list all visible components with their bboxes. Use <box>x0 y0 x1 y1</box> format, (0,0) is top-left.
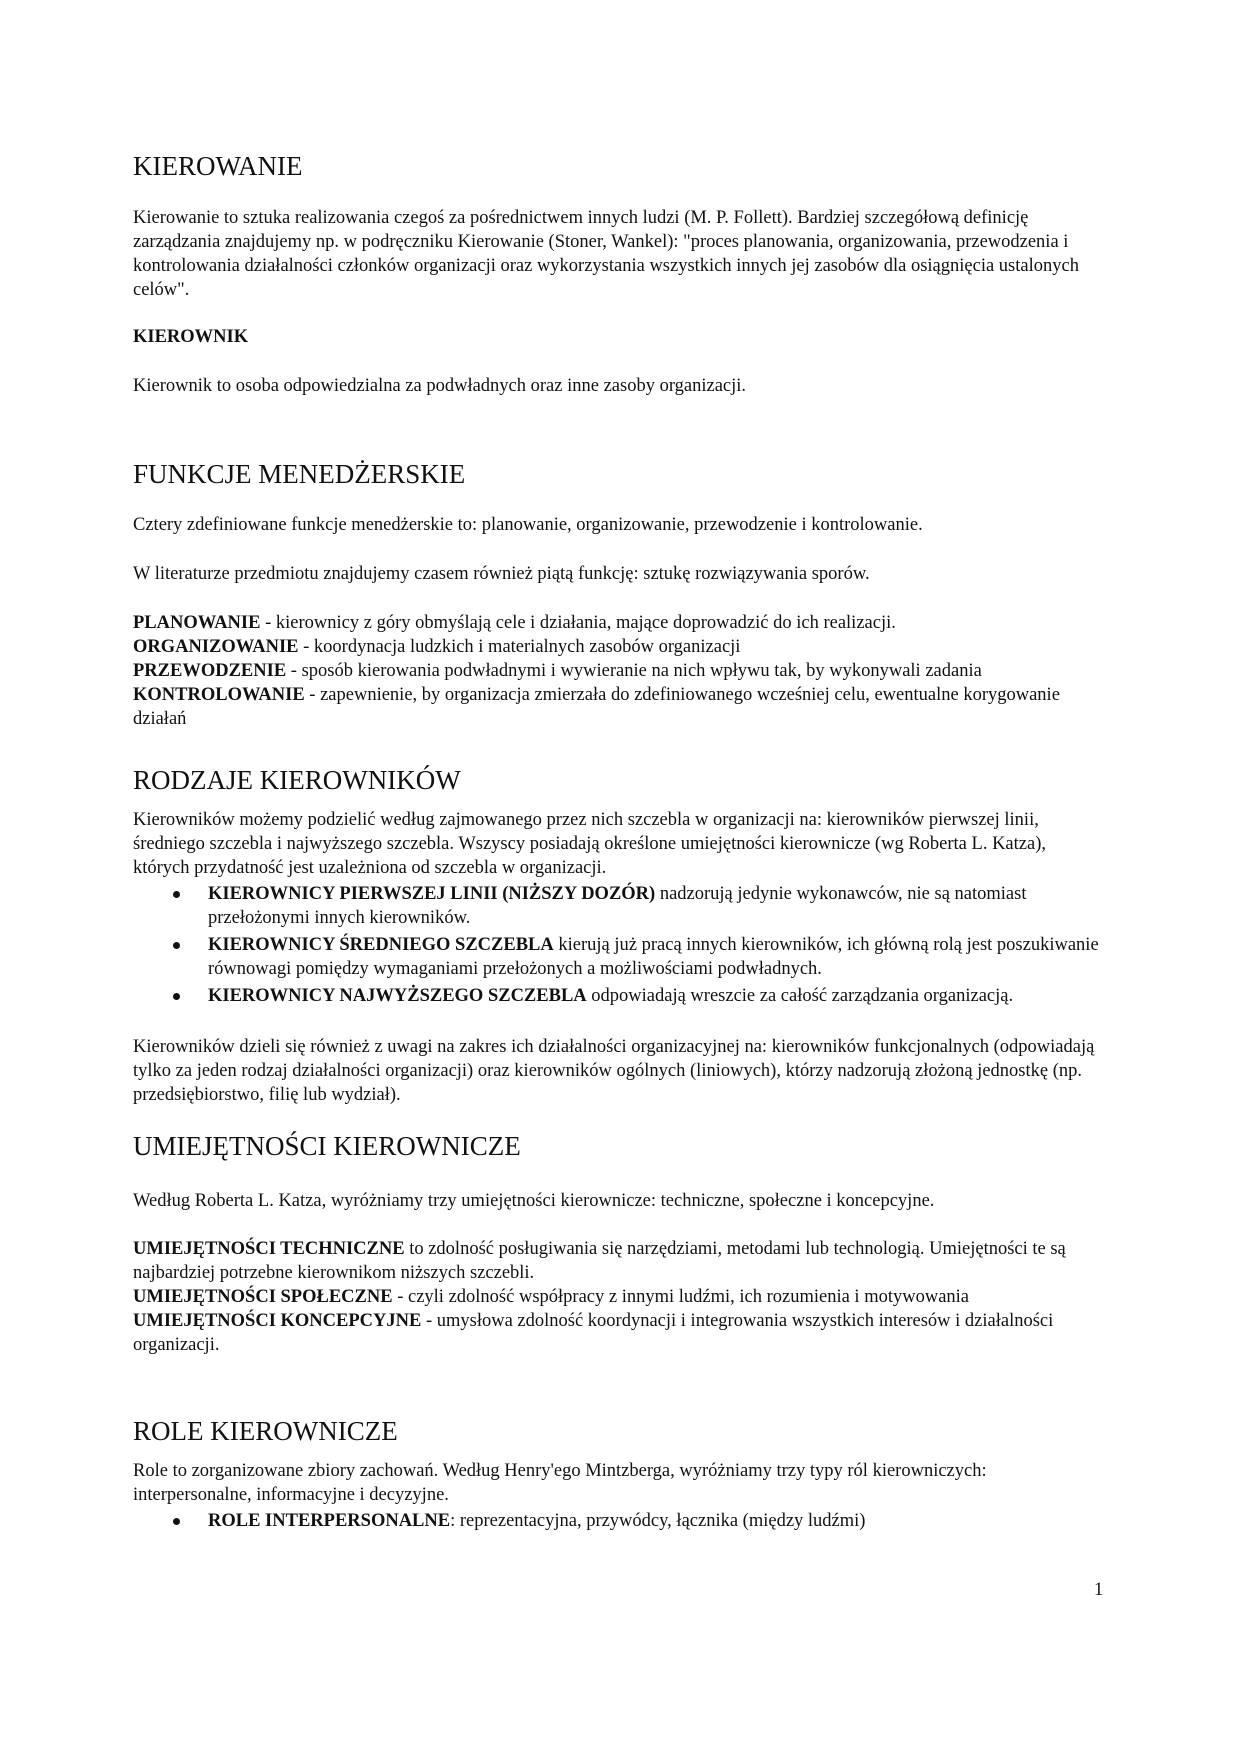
function-item <box>133 611 1100 635</box>
function-desc: - kierownicy z góry obmyślają cele i działania, mające doprowadzić do ich realizacji. <box>260 613 896 633</box>
function-item <box>133 659 1100 683</box>
list-item-desc: nadzorują jedynie wykonawców, nie są natomiast przełożonymi innych kierowników. <box>208 884 1027 928</box>
paragraph-funkcje-1: Cztery zdefiniowane funkcje menedżerskie to: planowanie, organizowanie, przewodzenie i kontrolowanie. <box>133 515 923 535</box>
heading-funkcje: FUNKCJE MENEDŻERSKIE <box>133 459 466 489</box>
list-item-desc: kierują już pracą innych kierowników, ich główną rolą jest poszukiwanie równowagi pomiędzy wymaganiami przełożonych a możliwościami podwładnych. <box>208 935 1099 979</box>
function-desc: - zapewnienie, by organizacja zmierzała do zdefiniowanego wcześniej celu, ewentualne korygowanie działań <box>133 685 1060 729</box>
function-term: KONTROLOWANIE <box>133 685 305 705</box>
bullet-icon <box>173 942 180 949</box>
heading-role: ROLE KIEROWNICZE <box>133 1416 398 1446</box>
list-item-term: ROLE INTERPERSONALNE <box>208 1511 451 1531</box>
list-item <box>133 933 1100 981</box>
skill-desc: - umysłowa zdolność koordynacji i integrowania wszystkich interesów i działalności organizacji. <box>133 1311 1054 1355</box>
skill-item <box>133 1309 1100 1357</box>
list-item <box>133 882 1100 930</box>
paragraph-rodzaje-intro: Kierowników możemy podzielić według zajmowanego przez nich szczebla w organizacji na: kierowników pierwszej linii, średniego szczebla i najwyższego szczebla. Wszyscy posiadają określone umiejętności kierownicze (wg Roberta L. Katza), których przydatność jest uzależniona od szczebla w organizacji. <box>133 810 1046 878</box>
list-item-term: KIEROWNICY NAJWYŻSZEGO SZCZEBLA <box>208 986 587 1006</box>
function-term: ORGANIZOWANIE <box>133 637 299 657</box>
skill-term: UMIEJĘTNOŚCI KONCEPCYJNE <box>133 1311 422 1331</box>
skill-desc: - czyli zdolność współpracy z innymi ludźmi, ich rozumienia i motywowania <box>392 1287 970 1307</box>
skill-desc: to zdolność posługiwania się narzędziami, metodami lub technologią. Umiejętności te są najbardziej potrzebne kierownikom niższych szczebli. <box>133 1239 1066 1283</box>
bullet-icon <box>173 891 180 898</box>
function-desc: - sposób kierowania podwładnymi i wywieranie na nich wpływu tak, by wykonywali zadania <box>286 661 982 681</box>
function-term: PLANOWANIE <box>133 613 261 633</box>
page-number: 1 <box>1094 1580 1104 1600</box>
paragraph-role-intro: Role to zorganizowane zbiory zachowań. Według Henry'ego Mintzberga, wyróżniamy trzy typy ról kierowniczych: interpersonalne, informacyjne i decyzyjne. <box>133 1461 987 1505</box>
paragraph-funkcje-2: W literaturze przedmiotu znajdujemy czasem również piątą funkcję: sztukę rozwiązywania sporów. <box>133 564 870 584</box>
function-item <box>133 635 1100 659</box>
list-item-desc: : reprezentacyjna, przywódcy, łącznika (między ludźmi) <box>450 1511 866 1531</box>
list-item-term: KIEROWNICY PIERWSZEJ LINII (NIŻSZY DOZÓR) <box>208 884 656 904</box>
heading-kierowanie: KIEROWANIE <box>133 151 303 181</box>
list-item <box>133 984 1100 1008</box>
paragraph-kierownik: Kierownik to osoba odpowiedzialna za podwładnych oraz inne zasoby organizacji. <box>133 376 747 396</box>
manager-types-list <box>133 882 1100 1011</box>
list-item-term: KIEROWNICY ŚREDNIEGO SZCZEBLA <box>208 935 554 955</box>
skill-term: UMIEJĘTNOŚCI TECHNICZNE <box>133 1239 405 1259</box>
list-item <box>133 1509 1100 1533</box>
function-desc: - koordynacja ludzkich i materialnych zasobów organizacji <box>298 637 741 657</box>
skill-item <box>133 1237 1100 1285</box>
function-term: PRZEWODZENIE <box>133 661 287 681</box>
heading-umiejetnosci: UMIEJĘTNOŚCI KIEROWNICZE <box>133 1131 521 1161</box>
paragraph-rodzaje-outro: Kierowników dzieli się również z uwagi na zakres ich działalności organizacyjnej na: kierowników funkcjonalnych (odpowiadają tylko za jeden rodzaj działalności organizacji) oraz kierowników ogólnych (liniowych), którzy nadzorują złożoną jednostkę (np. przedsiębiorstwo, filię lub wydział). <box>133 1037 1095 1105</box>
roles-list <box>133 1509 1100 1536</box>
paragraph-kierowanie: Kierowanie to sztuka realizowania czegoś za pośrednictwem innych ludzi (M. P. Follett). Bardziej szczegółową definicję zarządzania znajdujemy np. w podręczniku Kierowanie (Stoner, Wankel): "proces planowania, organizowania, przewodzenia i kontrolowania działalności członków organizacji oraz wykorzystania wszystkich innych jej zasobów dla osiągnięcia ustalonych celów". <box>133 208 1079 300</box>
skills-list <box>133 1237 1100 1357</box>
heading-rodzaje: RODZAJE KIEROWNIKÓW <box>133 765 461 795</box>
bullet-icon <box>173 1518 180 1525</box>
function-item <box>133 683 1100 731</box>
heading-kierownik: KIEROWNIK <box>133 327 249 347</box>
list-item-desc: odpowiadają wreszcie za całość zarządzania organizacją. <box>586 986 1014 1006</box>
skill-term: UMIEJĘTNOŚCI SPOŁECZNE <box>133 1287 393 1307</box>
paragraph-umiejetnosci: Według Roberta L. Katza, wyróżniamy trzy umiejętności kierownicze: techniczne, społeczne i koncepcyjne. <box>133 1191 935 1211</box>
skill-item <box>133 1285 1100 1309</box>
functions-list <box>133 611 1100 731</box>
bullet-icon <box>173 993 180 1000</box>
